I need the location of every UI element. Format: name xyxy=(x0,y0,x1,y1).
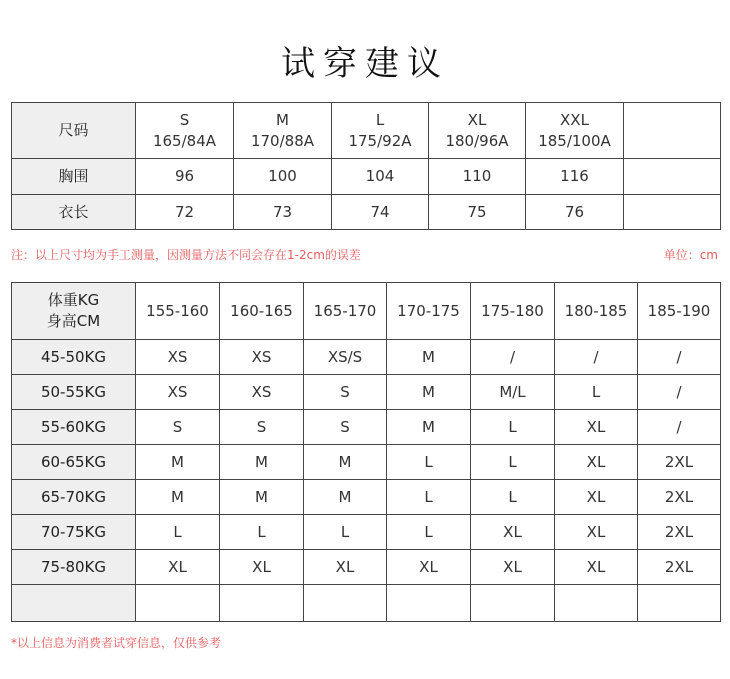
empty-cell xyxy=(624,159,721,195)
size-suggestion: L xyxy=(387,515,471,550)
size-suggestion: L xyxy=(304,515,387,550)
size-suggestion: M xyxy=(136,445,220,480)
size-suggestion: / xyxy=(555,340,638,375)
size-suggestion: L xyxy=(471,445,555,480)
size-spec: 165/84A xyxy=(152,131,217,150)
size-suggestion: XS/S xyxy=(304,340,387,375)
size-suggestion: XL xyxy=(555,445,638,480)
height-header: 185-190 xyxy=(638,283,721,340)
chest-value: 96 xyxy=(136,159,234,195)
empty-cell xyxy=(304,585,387,622)
size-cell-l xyxy=(332,103,429,159)
size-suggestion: M xyxy=(136,480,220,515)
size-suggestion: XL xyxy=(555,410,638,445)
size-cell-xxl xyxy=(526,103,624,159)
height-header: 180-185 xyxy=(555,283,638,340)
size-suggestion: XS xyxy=(220,375,304,410)
size-cell-xl xyxy=(429,103,526,159)
size-cell-m xyxy=(234,103,332,159)
size-suggestion: XL xyxy=(136,550,220,585)
size-spec: 175/92A xyxy=(348,131,412,150)
length-value: 75 xyxy=(429,195,526,230)
chest-value: 116 xyxy=(526,159,624,195)
table-row xyxy=(12,480,721,515)
size-suggestion: M xyxy=(304,445,387,480)
size-row xyxy=(12,103,721,159)
weight-label: 45-50KG xyxy=(12,340,136,375)
height-header: 175-180 xyxy=(471,283,555,340)
size-suggestion: L xyxy=(471,410,555,445)
size-cell-s xyxy=(136,103,234,159)
size-spec: 185/100A xyxy=(538,131,611,150)
length-value: 74 xyxy=(332,195,429,230)
size-suggestion: 2XL xyxy=(638,515,721,550)
height-header: 165-170 xyxy=(304,283,387,340)
length-value: 76 xyxy=(526,195,624,230)
empty-cell xyxy=(471,585,555,622)
size-suggestion: M xyxy=(304,480,387,515)
length-value: 73 xyxy=(234,195,332,230)
size-suggestion: 2XL xyxy=(638,480,721,515)
measurement-note: 注：以上尺寸均为手工测量，因测量方法不同会存在1-2cm的误差 xyxy=(11,248,361,262)
size-spec: 180/96A xyxy=(445,131,509,150)
size-suggestion: / xyxy=(471,340,555,375)
table-row xyxy=(12,550,721,585)
empty-cell xyxy=(638,585,721,622)
size-name: M xyxy=(276,110,289,129)
size-spec: 170/88A xyxy=(250,131,315,150)
empty-cell xyxy=(555,585,638,622)
size-suggestion: 2XL xyxy=(638,550,721,585)
size-name: S xyxy=(179,110,190,129)
weight-label: 75-80KG xyxy=(12,550,136,585)
weight-label: 65-70KG xyxy=(12,480,136,515)
size-suggestion: L xyxy=(555,375,638,410)
size-suggestion: L xyxy=(471,480,555,515)
size-suggestion: M xyxy=(387,375,471,410)
size-name: L xyxy=(375,110,385,129)
table-row xyxy=(12,410,721,445)
height-header: 160-165 xyxy=(220,283,304,340)
weight-label: 50-55KG xyxy=(12,375,136,410)
unit-note: 单位：cm xyxy=(663,248,718,262)
size-suggestion: 2XL xyxy=(638,445,721,480)
size-suggestion: XL xyxy=(555,480,638,515)
empty-row xyxy=(12,585,721,622)
size-suggestion: XL xyxy=(304,550,387,585)
size-suggestion: XS xyxy=(136,340,220,375)
size-suggestion: L xyxy=(387,445,471,480)
height-header-row xyxy=(12,283,721,340)
disclaimer-note: *以上信息为消费者试穿信息，仅供参考 xyxy=(11,636,222,650)
empty-cell xyxy=(624,103,721,159)
empty-cell xyxy=(12,585,136,622)
height-header: 155-160 xyxy=(136,283,220,340)
size-suggestion: S xyxy=(220,410,304,445)
table-row xyxy=(12,515,721,550)
empty-cell xyxy=(387,585,471,622)
size-suggestion: XL xyxy=(555,515,638,550)
chest-label: 胸围 xyxy=(12,159,136,195)
size-suggestion: L xyxy=(220,515,304,550)
table-row xyxy=(12,445,721,480)
page-title: 试穿建议 xyxy=(281,44,449,84)
size-suggestion: / xyxy=(638,340,721,375)
empty-cell xyxy=(136,585,220,622)
chest-row xyxy=(12,159,721,195)
size-suggestion: L xyxy=(136,515,220,550)
size-suggestion: XL xyxy=(471,550,555,585)
size-label: 尺码 xyxy=(12,103,136,159)
size-suggestion: S xyxy=(304,410,387,445)
size-name: XXL xyxy=(560,110,589,129)
size-suggestion: M xyxy=(387,410,471,445)
empty-cell xyxy=(220,585,304,622)
size-suggestion: XL xyxy=(220,550,304,585)
length-label: 衣长 xyxy=(12,195,136,230)
chest-value: 110 xyxy=(429,159,526,195)
weight-label: 55-60KG xyxy=(12,410,136,445)
table-row xyxy=(12,375,721,410)
height-header: 170-175 xyxy=(387,283,471,340)
size-name: XL xyxy=(467,110,487,129)
size-suggestion: XL xyxy=(387,550,471,585)
length-value: 72 xyxy=(136,195,234,230)
size-suggestion: M xyxy=(220,445,304,480)
size-chart-table xyxy=(11,102,721,230)
weight-label: 70-75KG xyxy=(12,515,136,550)
size-suggestion: XS xyxy=(136,375,220,410)
chest-value: 100 xyxy=(234,159,332,195)
empty-cell xyxy=(624,195,721,230)
size-suggestion: M xyxy=(220,480,304,515)
weight-label: 60-65KG xyxy=(12,445,136,480)
size-suggestion: XL xyxy=(471,515,555,550)
chest-value: 104 xyxy=(332,159,429,195)
size-suggestion: M xyxy=(387,340,471,375)
size-suggestion: M/L xyxy=(471,375,555,410)
height-axis-label: 身高CM xyxy=(46,312,101,330)
size-suggestion: L xyxy=(387,480,471,515)
size-suggestion: S xyxy=(136,410,220,445)
size-suggestion: XS xyxy=(220,340,304,375)
size-suggestion: / xyxy=(638,410,721,445)
weight-axis-label: 体重KG xyxy=(47,291,100,309)
fit-suggestion-table xyxy=(11,282,721,622)
length-row xyxy=(12,195,721,230)
table-row xyxy=(12,340,721,375)
size-suggestion: XL xyxy=(555,550,638,585)
size-suggestion: S xyxy=(304,375,387,410)
size-suggestion: / xyxy=(638,375,721,410)
corner-header xyxy=(12,283,136,340)
